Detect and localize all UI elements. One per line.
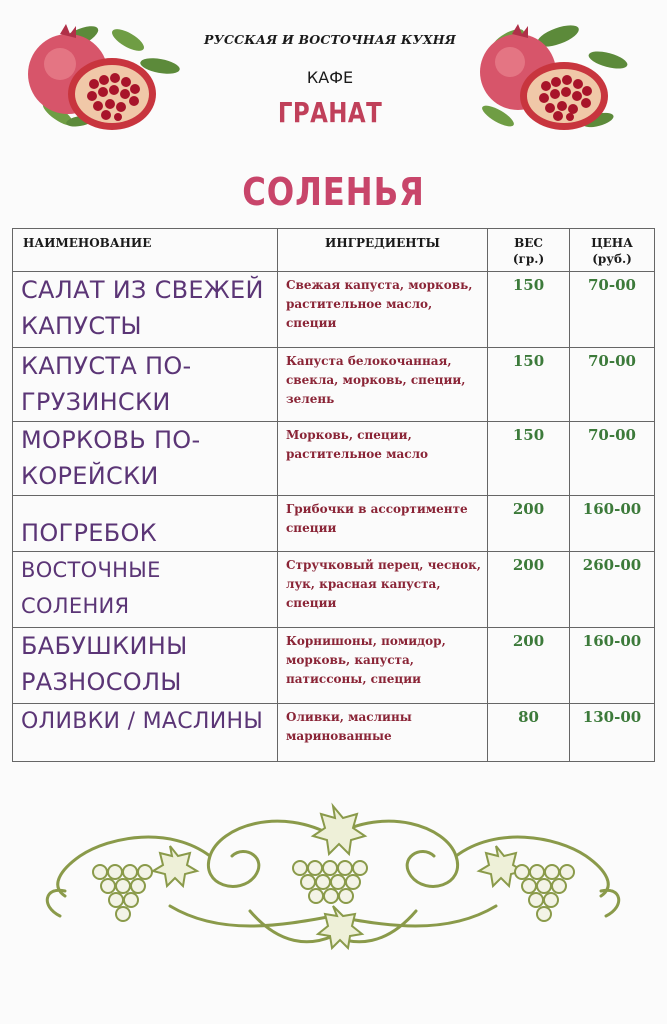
table-header-row — [13, 229, 655, 272]
dish-weight: 200 — [488, 552, 570, 628]
dish-weight: 150 — [488, 272, 570, 348]
table-row — [13, 552, 655, 628]
table-row — [13, 348, 655, 422]
grapevine-ornament — [20, 796, 647, 956]
dish-name: ВОСТОЧНЫЕ СОЛЕНИЯ — [13, 552, 278, 628]
dish-ingredients: Грибочки в ассортименте специи — [278, 496, 488, 552]
pomegranate-illustration-left — [20, 16, 180, 136]
table-row — [13, 496, 655, 552]
table-row — [13, 704, 655, 762]
header-weight-unit: (гр.) — [512, 252, 545, 266]
dish-price: 160-00 — [570, 496, 655, 552]
dish-weight: 80 — [488, 704, 570, 762]
dish-name: ПОГРЕБОК — [13, 496, 278, 552]
header-price-unit: (руб.) — [592, 252, 632, 266]
dish-ingredients: Корнишоны, помидор, морковь, капуста, патиссоны, специи — [278, 628, 488, 704]
table-row — [13, 628, 655, 704]
dish-name: МОРКОВЬ ПО-КОРЕЙСКИ — [13, 422, 278, 496]
header-weight-label: ВЕС — [514, 236, 543, 250]
header-weight — [488, 229, 570, 272]
dish-price: 70-00 — [570, 422, 655, 496]
dish-price: 260-00 — [570, 552, 655, 628]
dish-ingredients: Стручковый перец, чеснок, лук, красная капуста, специи — [278, 552, 488, 628]
dish-price: 160-00 — [570, 628, 655, 704]
dish-ingredients: Оливки, маслины маринованные — [278, 704, 488, 762]
dish-price: 70-00 — [570, 272, 655, 348]
menu-table — [12, 228, 655, 762]
dish-ingredients: Свежая капуста, морковь, растительное масло, специи — [278, 272, 488, 348]
dish-weight: 150 — [488, 422, 570, 496]
dish-weight: 150 — [488, 348, 570, 422]
cafe-label: КАФЕ — [306, 68, 354, 87]
header-ingredients: ИНГРЕДИЕНТЫ — [278, 229, 488, 272]
pomegranate-illustration-right — [468, 16, 628, 136]
dish-ingredients: Капуста белокочанная, свекла, морковь, специи, зелень — [278, 348, 488, 422]
dish-name: БАБУШКИНЫ РАЗНОСОЛЫ — [13, 628, 278, 704]
section-title: СОЛЕНЬЯ — [242, 170, 425, 214]
header-price-label: ЦЕНА — [591, 236, 633, 250]
table-row — [13, 422, 655, 496]
dish-price: 70-00 — [570, 348, 655, 422]
cuisine-subtitle: РУССКАЯ И ВОСТОЧНАЯ КУХНЯ — [204, 32, 456, 47]
table-row — [13, 272, 655, 348]
header-name: НАИМЕНОВАНИЕ — [13, 229, 278, 272]
dish-price: 130-00 — [570, 704, 655, 762]
dish-weight: 200 — [488, 628, 570, 704]
header-price — [570, 229, 655, 272]
cafe-name: ГРАНАТ — [277, 96, 383, 129]
dish-weight: 200 — [488, 496, 570, 552]
dish-name: САЛАТ ИЗ СВЕЖЕЙ КАПУСТЫ — [13, 272, 278, 348]
dish-name: КАПУСТА ПО-ГРУЗИНСКИ — [13, 348, 278, 422]
dish-ingredients: Морковь, специи, растительное масло — [278, 422, 488, 496]
dish-name: ОЛИВКИ / МАСЛИНЫ — [13, 704, 278, 762]
